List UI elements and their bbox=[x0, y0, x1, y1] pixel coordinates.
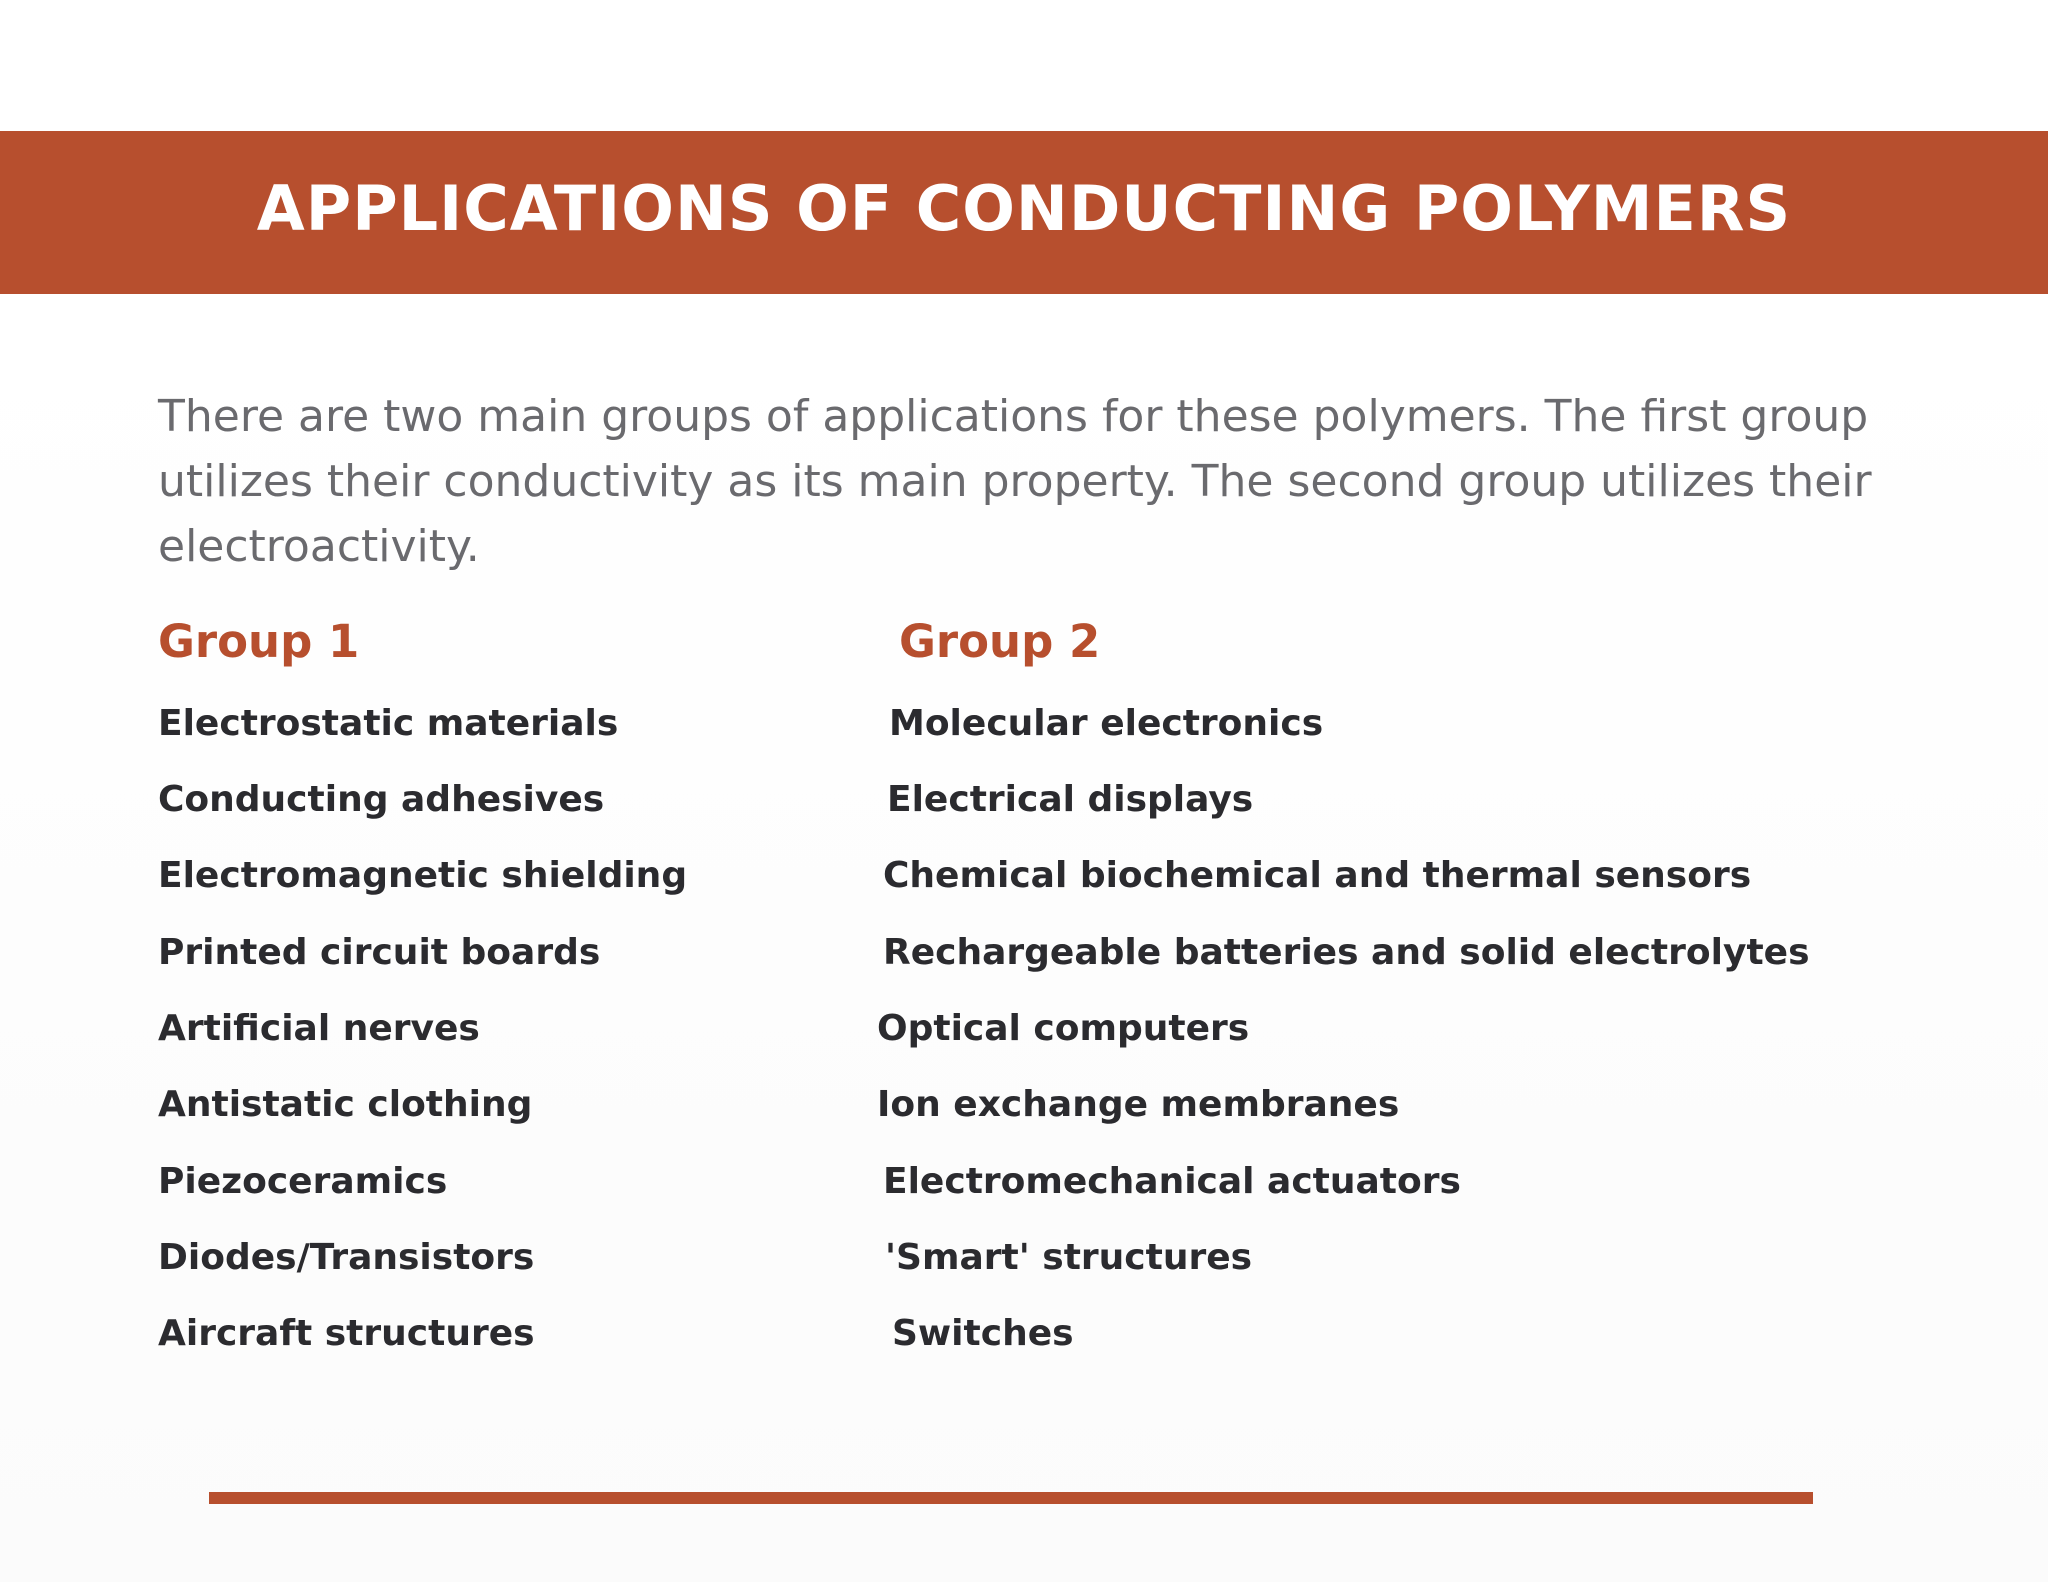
group-1-item: Antistatic clothing bbox=[158, 1084, 533, 1125]
group-2-heading: Group 2 bbox=[899, 615, 1101, 668]
group-2-item: Ion exchange membranes bbox=[877, 1084, 1400, 1125]
group-1-item: Diodes/Transistors bbox=[158, 1237, 535, 1278]
group-2-item: Rechargeable batteries and solid electrolytes bbox=[883, 932, 1810, 973]
group-1-heading: Group 1 bbox=[158, 615, 360, 668]
group-2-item: Electrical displays bbox=[887, 779, 1254, 820]
group-1-item: Artificial nerves bbox=[158, 1008, 480, 1049]
group-1-item: Aircraft structures bbox=[158, 1313, 535, 1354]
group-1-item: Electrostatic materials bbox=[158, 703, 619, 744]
group-1-item: Piezoceramics bbox=[158, 1161, 448, 1202]
group-2-item: 'Smart' structures bbox=[885, 1237, 1253, 1278]
group-2-item: Optical computers bbox=[877, 1008, 1250, 1049]
group-2-item: Chemical biochemical and thermal sensors bbox=[883, 855, 1752, 896]
footer-divider bbox=[209, 1492, 1813, 1504]
group-1-item: Printed circuit boards bbox=[158, 932, 601, 973]
intro-paragraph: There are two main groups of applications for these polymers. The first group utilizes their conductivity as its main property. The second group utilizes their electroactivity. bbox=[158, 391, 1872, 572]
group-1-item: Electromagnetic shielding bbox=[158, 855, 688, 896]
group-2-item: Switches bbox=[892, 1313, 1074, 1354]
page-title: APPLICATIONS OF CONDUCTING POLYMERS bbox=[256, 172, 1792, 245]
group-2-item: Electromechanical actuators bbox=[883, 1161, 1461, 1202]
group-2-item: Molecular electronics bbox=[889, 703, 1324, 744]
title-banner bbox=[0, 131, 2048, 294]
group-1-item: Conducting adhesives bbox=[158, 779, 605, 820]
